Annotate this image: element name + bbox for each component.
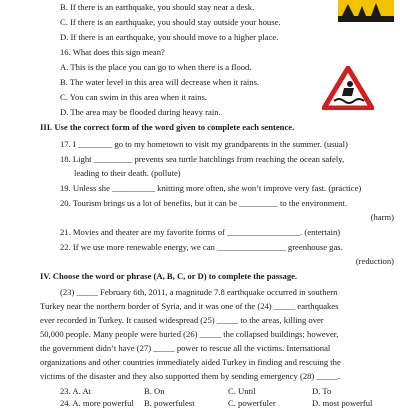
- q16-option-b: B. The water level in this area will decrease when it rains.: [60, 77, 260, 87]
- q23-option-a[interactable]: 23. A. At: [60, 386, 92, 396]
- passage-line-4: 50,000 people. Many people were buried (26) _____ the collapsed buildings; however,: [40, 329, 339, 339]
- passage-line-1: (23) _____ February 6th, 2011, a magnitude 7.8 earthquake occurred in southern: [60, 287, 338, 297]
- q22-line1: 22. If we use more renewable energy, we can ________________ greenhouse gas.: [60, 242, 343, 252]
- q18-line2: leading to their death. (pollute): [74, 168, 181, 178]
- q15-option-b: B. If there is an earthquake, you should stay near a desk.: [60, 2, 255, 12]
- section-iv-heading: IV. Choose the word or phrase (A, B, C, or D) to complete the passage.: [40, 271, 298, 281]
- q16-option-d: D. The area may be flooded during heavy rain.: [60, 107, 221, 117]
- q23-options: [60, 386, 396, 397]
- passage-line-3: ever recorded in Turkey. It caused widespread (25) _____ to the areas, killing over: [40, 315, 324, 325]
- q16-question: 16. What does this sign mean?: [60, 47, 165, 57]
- passage-line-5: the government didn’t have (27) _____ power to rescue all the victims. International: [40, 343, 331, 353]
- passage-line-2: Turkey near the northern border of Syria, and it was one of the (24) _____ earthquakes: [40, 301, 339, 311]
- passage-line-6: organizations and other countries immediately aided Turkey in finding and rescuing the: [40, 357, 341, 367]
- flood-warning-sign-icon: [322, 66, 374, 110]
- q21: 21. Movies and theater are my favorite forms of _________________. (entertain): [60, 227, 341, 237]
- q24-option-c[interactable]: C. powerfuler: [228, 398, 276, 408]
- earthquake-sign-icon: [338, 0, 394, 22]
- q20-hint: (harm): [370, 212, 394, 222]
- q24-option-a[interactable]: 24. A. more powerful: [60, 398, 134, 408]
- q17: 17. I ________ go to my hometown to visit my grandparents in the summer. (usual): [60, 139, 348, 149]
- q15-option-c: C. If there is an earthquake, you should stay outside your house.: [60, 17, 281, 27]
- q23-option-c[interactable]: C. Until: [228, 386, 256, 396]
- passage-line-7: victims of the disaster and they also supported them by sending emergency (28) _____.: [40, 371, 341, 381]
- q19: 19. Unless she __________ knitting more often, she won’t improve very fast. (practice): [60, 183, 362, 193]
- section-iii-heading: III. Use the correct form of the word given to complete each sentence.: [40, 122, 295, 132]
- q24-option-b[interactable]: B. powerfulest: [144, 398, 195, 408]
- q16-option-a: A. This is the place you can go to when there is a flood.: [60, 62, 252, 72]
- q23-option-d[interactable]: D. To: [312, 386, 332, 396]
- q24-option-d[interactable]: D. most powerful: [312, 398, 373, 408]
- q22-hint: (reduction): [355, 256, 394, 266]
- q18-line1: 18. Light _________ prevents sea turtle hatchlings from reaching the ocean safely,: [60, 154, 345, 164]
- q15-option-d: D. If there is an earthquake, you should move to a higher place.: [60, 32, 279, 42]
- q16-option-c: C. You can swim in this area when it rains.: [60, 92, 208, 102]
- q20-line1: 20. Tourism brings us a lot of benefits, but it can be _________ to the environment.: [60, 198, 348, 208]
- q23-option-b[interactable]: B. On: [144, 386, 165, 396]
